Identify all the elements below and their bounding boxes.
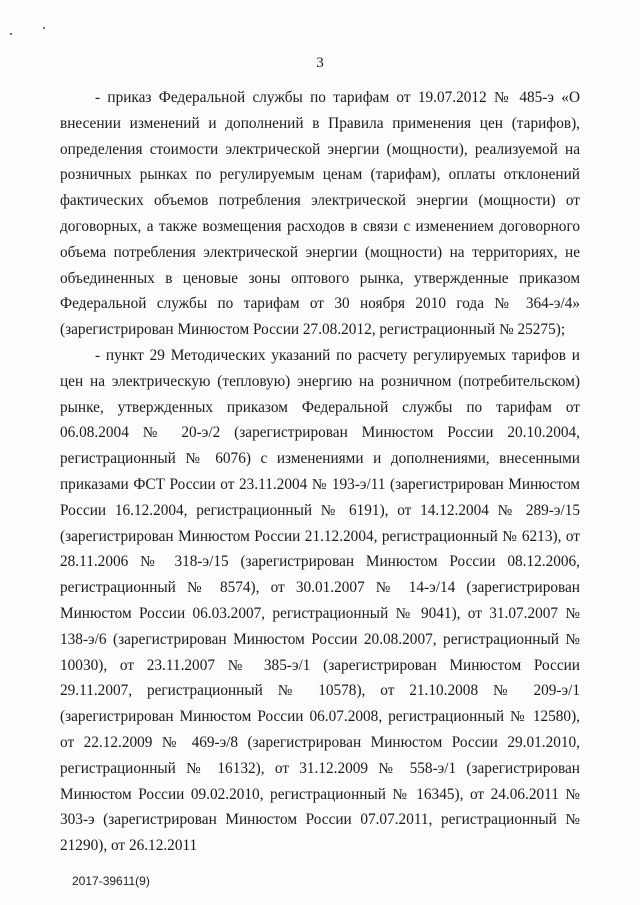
document-code: 2017-39611(9) [72,874,150,888]
scan-speck [43,27,45,29]
page-number: 3 [316,55,324,71]
paragraph-order-485: - приказ Федеральной службы по тарифам от 19.07.2012 № 485-э «О внесении изменений и дополнений в Правила применения цен (тарифов), определения стоимости электрической энергии (мощности), реализуемой на розничных рынках по регулируемым ценам (тарифам), оплаты отклонений фактических объемов потребления электрической энергии (мощности) от договорных, а также возмещения расходов в связи с изменением договорного объема потребления электрической энергии (мощности) на территориях, не объединенных в ценовые зоны оптового рынка, утвержденные приказом Федеральной службы по тарифам от 30 ноября 2010 года № 364-э/4» (зарегистрирован Минюстом России 27.08.2012, регистрационный № 25275); [60,89,580,339]
paragraph-point-29: - пункт 29 Методических указаний по расчету регулируемых тарифов и цен на электрическую (тепловую) энергию на розничном (потребительском) рынке, утвержденных приказом Федеральной службы по тарифам от 06.08.2004 № 20-э/2 (зарегистрирован Минюстом России 20.10.2004, регистрационный № 6076) с изменениями и дополнениями, внесенными приказами ФСТ России от 23.11.2004 № 193-э/11 (зарегистрирован Минюстом России 16.12.2004, регистрационный № 6191), от 14.12.2004 № 289-э/15 (зарегистрирован Минюстом России 21.12.2004, регистрационный № 6213), от 28.11.2006 № 318-э/15 (зарегистрирован Минюстом России 08.12.2006, регистрационный № 8574), от 30.01.2007 № 14-э/14 (зарегистрирован Минюстом России 06.03.2007, регистрационный № 9041), от 31.07.2007 № 138-э/6 (зарегистрирован Минюстом России 20.08.2007, регистрационный № 10030), от 23.11.2007 № 385-э/1 (зарегистрирован Минюстом России 29.11.2007, регистрационный № 10578), от 21.10.2008 № 209-э/1 (зарегистрирован Минюстом России 06.07.2008, регистрационный № 12580), от 22.12.2009 № 469-э/8 (зарегистрирован Минюстом России 29.01.2010, регистрационный № 16132), от 31.12.2009 № 558-э/1 (зарегистрирован Минюстом России 09.02.2010, регистрационный № 16345), от 24.06.2011 № 303-э (зарегистрирован Минюстом России 07.07.2011, регистрационный № 21290), от 26.12.2011 [60,346,580,855]
scan-speck [10,33,12,35]
body-text [60,85,580,859]
